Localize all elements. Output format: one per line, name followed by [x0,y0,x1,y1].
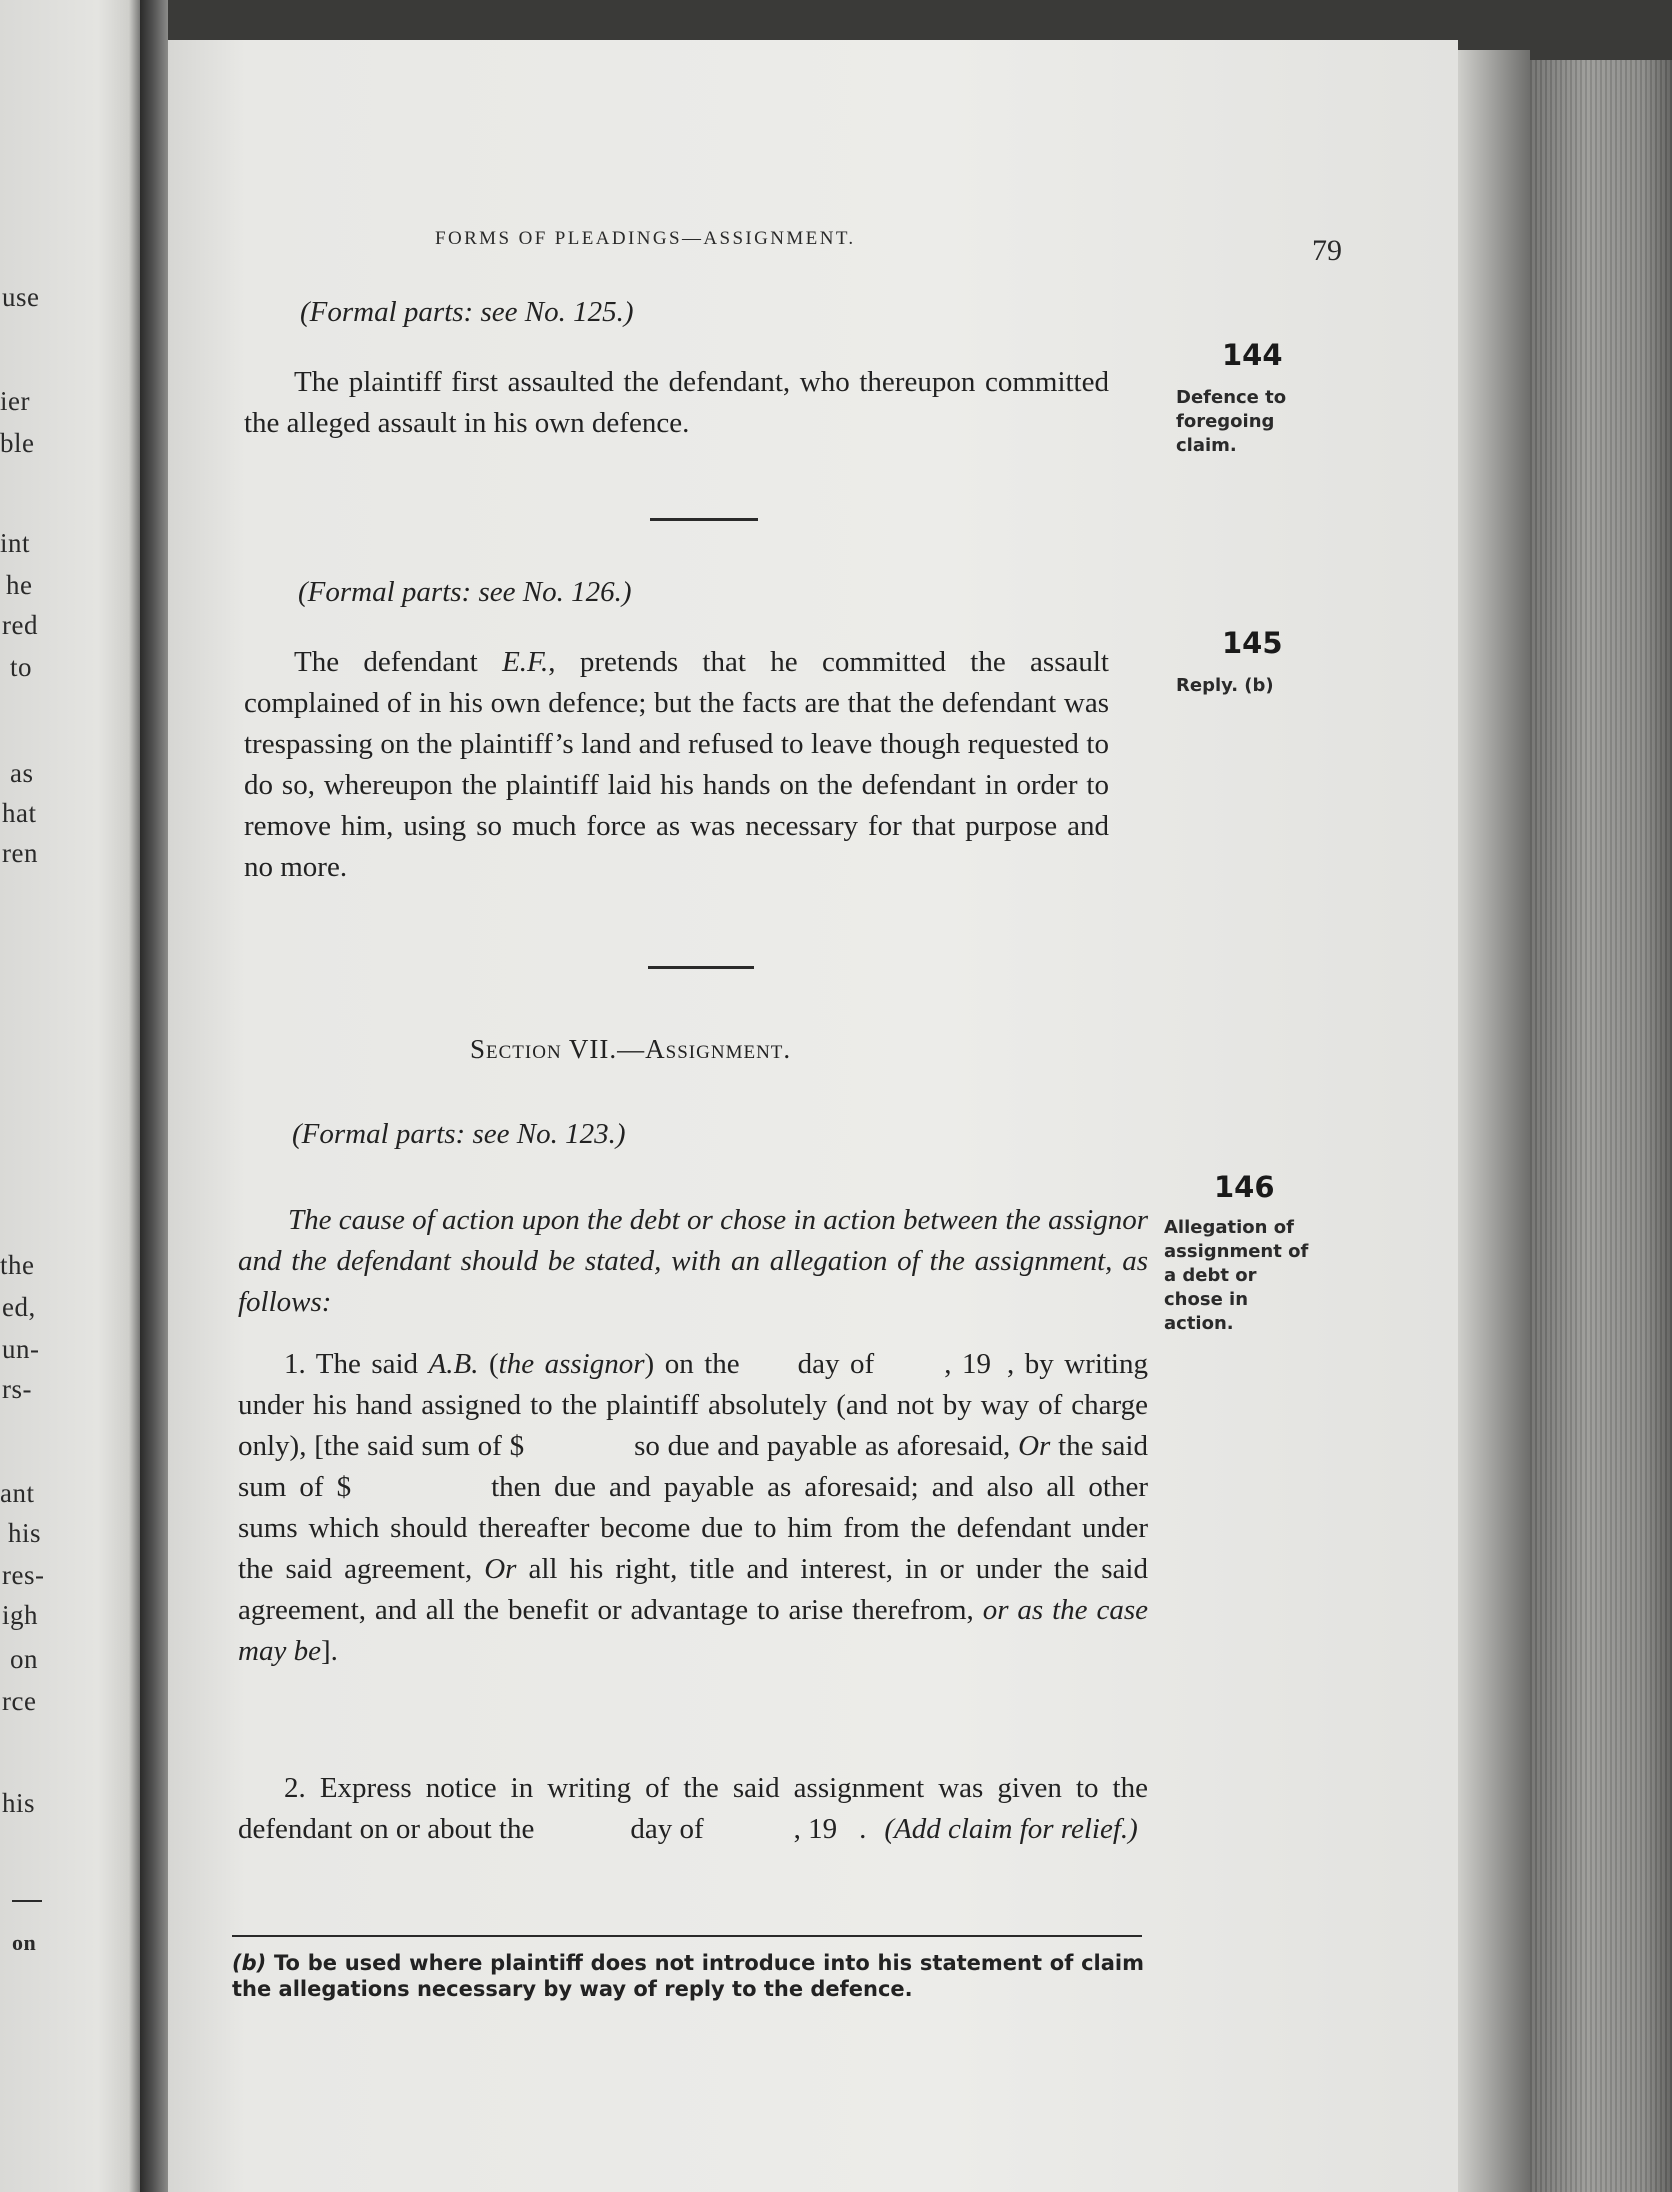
facing-page-fragment: hat [2,798,37,828]
form-number-145: 145 [1222,626,1283,660]
p1-text: day of [797,1348,875,1380]
facing-page-fragment: as [10,758,34,788]
book-gutter [140,0,168,2192]
formal-parts-145: (Formal parts: see No. 126.) [298,576,632,608]
form-145-text-rest: , pretends that he committed the assault complained of in his own defence; but the facts are that the defendant was trespassing on the plaintiff’s land and refused to leave though requested to do so, whereupon the plaintiff laid his hands on the defendant in order to remove him, using so much force as was necessary for that purpose and no more. [244,646,1109,883]
book-page-edges [1530,60,1672,2192]
footnote-rule [232,1935,1142,1937]
facing-page-fragment: rs- [2,1374,32,1404]
footnote-text: To be used where plaintiff does not introduce into his statement of claim the allegations necessary by way of reply to the defence. [232,1951,1144,2001]
p1-year: 19 [961,1348,991,1380]
facing-page-fragment: ren [2,838,38,868]
page-number: 79 [1312,234,1342,267]
facing-page-rule [12,1900,42,1902]
form-number-144: 144 [1222,338,1283,372]
page-curl-shadow [1458,50,1530,2192]
facing-page-fragment: on [10,1644,38,1674]
form-145-text [244,642,1109,888]
facing-page-fragment: un- [2,1334,40,1364]
section-heading: Section VII.—Assignment. [470,1034,792,1064]
p1-text: the said sum of $ [238,1430,1148,1503]
p1-or: Or [484,1553,517,1585]
facing-page-fragment: ed, [2,1292,36,1322]
p2-year: 19 [808,1813,838,1845]
p1-text: ) on the [644,1348,740,1380]
facing-page-fragment: on [12,1930,37,1955]
margin-note-146: Allegation of assignment of a debt or chose in action. [1164,1217,1309,1334]
assignor-name: A.B. [428,1348,479,1380]
facing-page-fragment: he [6,570,33,600]
p2-text: 2. Express notice in writing of the said assignment was given to the defendant on or about the [238,1772,1148,1845]
facing-page-fragment: the [0,1250,35,1280]
footnote-mark: (b) [232,1951,267,1975]
p1-text: ( [478,1348,499,1380]
p1-text: , by writing under his hand assigned to the plaintiff absolutely (and not by way of charge only), [the said sum of $ [238,1348,1148,1462]
facing-page-fragment: to [10,652,33,682]
p1-text: all his right, title and interest, in or under the said agreement, and all the benefit or advantage to arise therefrom, [238,1553,1148,1626]
form-145-text-start: The defendant [294,646,503,678]
facing-page [0,0,140,2192]
facing-page-fragment: ble [0,428,35,458]
running-head: FORMS OF PLEADINGS—ASSIGNMENT. [435,228,856,249]
p2-text: , [793,1813,801,1845]
add-claim-instruction: (Add claim for relief.) [884,1813,1138,1845]
facing-page-fragment: res- [2,1560,45,1590]
footnote [232,1950,1144,2002]
p1-case: or as the case may be [238,1594,1149,1667]
facing-page-fragment: ier [0,386,30,416]
form-144-text: The plaintiff first assaulted the defendant, who thereupon committed the alleged assault in his own defence. [244,366,1109,439]
p2-text: day of [630,1813,704,1845]
formal-parts-146: (Formal parts: see No. 123.) [292,1118,626,1150]
facing-page-fragment: use [2,282,40,312]
facing-page-fragment: ant [0,1478,35,1508]
facing-page-fragment: his [8,1518,42,1548]
facing-page-fragment: igh [2,1600,39,1630]
p1-text: then due and payable as aforesaid; and also all other sums which should thereafter become due to him from the defendant under the said agreement, [238,1471,1148,1585]
facing-page-fragment: int [0,528,31,558]
margin-note-144: Defence to foregoing claim. [1176,387,1287,456]
p1-text: , [944,1348,952,1380]
p1-or: Or [1018,1430,1051,1462]
facing-page-fragment: his [2,1788,36,1818]
form-146-paragraph-2 [238,1768,1148,1850]
formal-parts-144: (Formal parts: see No. 125.) [300,296,634,328]
p1-text: ]. [320,1635,338,1667]
facing-page-fragment: red [2,610,38,640]
facing-page-fragment: rce [2,1686,37,1716]
form-number-146: 146 [1214,1170,1275,1204]
assignor-label: the assignor [498,1348,645,1380]
separator-rule [648,966,754,969]
p1-text: so due and payable as aforesaid, [634,1430,1019,1462]
p1-text: 1. The said [284,1348,429,1380]
party-name: E.F. [502,646,549,678]
form-146-paragraph-1 [238,1344,1148,1672]
margin-note-145: Reply. (b) [1176,675,1274,696]
separator-rule [650,518,758,521]
p2-text: . [859,1813,867,1845]
form-146-intro: The cause of action upon the debt or chose in action between the assignor and the defendant should be stated, with an allegation of the assignment, as follows: [238,1204,1148,1318]
